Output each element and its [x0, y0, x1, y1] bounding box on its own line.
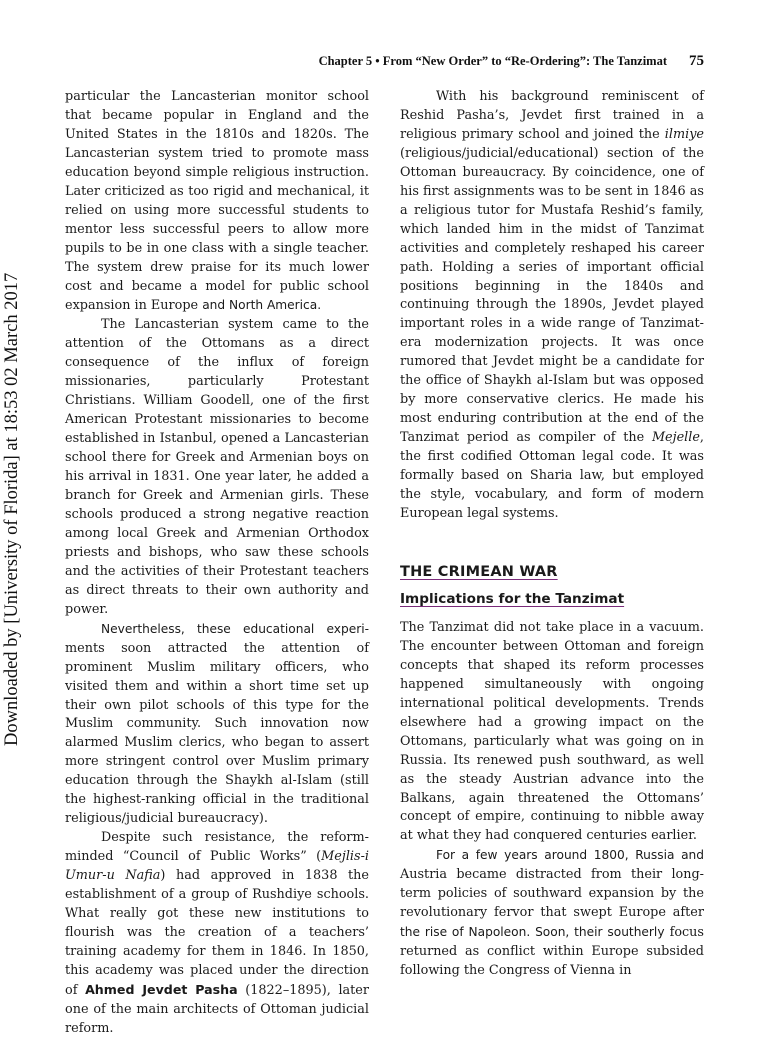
section-heading: THE CRIMEAN WAR [400, 563, 558, 580]
paragraph-text: Despite such resistance, the reform-minded “Council of Public Works” ( [65, 830, 369, 865]
paragraph-text: (1822–1895), later one of the main architects of Ottoman judicial reform. [65, 982, 370, 1036]
paragraph [400, 88, 704, 524]
paragraph-text: ments soon attracted the attention of prominent Muslim military officers, who visited them and within a short time set up their own pilot schools of this type for the Muslim community. Such innovation now alarmed Muslim clerics, who began to assert more stringent control over Muslim primary education through the Shaykh al-Islam (still the highest-ranking official in the traditional religious/judicial bureaucracy). [65, 640, 369, 827]
person-name: Ahmed Jevdet Pasha [85, 981, 238, 997]
paragraph [400, 846, 704, 981]
paragraph-text: (religious/judicial/educational) section of the Ottoman bureaucracy. By coincidence, one of his first assignments was to be sent in 1846 as a religious tutor for Mustafa Reshid’s family, which landed him in the midst of Tanzimat activities and completely reshaped his career path. Holding a series of important official positions beginning in the 1840s and continuing through the 1890s, Jevdet played important roles in a wide range of Tanzimat-era modernization projects. It was once rumored that Jevdet might be a candidate for the office of Shaykh al-Islam but was opposed by more conservative clerics. He made his most enduring contribution at the end of the Tanzimat period as compiler of the [400, 145, 704, 446]
italic-term: Mejelle [651, 430, 700, 446]
page-number: 75 [689, 53, 704, 69]
paragraph [65, 829, 369, 1038]
italic-term: ilmiye [664, 126, 704, 142]
right-column [400, 88, 704, 981]
subsection-heading: Implications for the Tanzimat [400, 590, 625, 607]
paragraph-text: , the first codified Ottoman legal code. It was formally based on Sharia law, but employed the style, vocabulary, and form of modern European legal systems. [400, 430, 704, 521]
paragraph-text: focus returned as conflict within Europe subsided following the Congress of Vienna in [400, 925, 704, 979]
left-column [65, 88, 369, 1039]
paragraph-text: With his background reminiscent of Reshid Pasha’s, Jevdet first trained in a religious primary school and joined the [400, 89, 704, 142]
paragraph-text: Austria became distracted from their long-term policies of southward expansion by the revolutionary fervor that swept Europe after [400, 867, 704, 921]
paragraph [65, 88, 369, 316]
paragraph: The Lancasterian system came to the attention of the Ottomans as a direct consequence of the influx of foreign missionaries, particularly Protestant Christians. William Goodell, one of the first American Protestant missionaries to become established in Istanbul, opened a Lancasterian school there for Greek and Armenian boys on his arrival in 1831. One year later, he added a branch for Greek and Armenian girls. These schools produced a strong negative reaction among local Greek and Armenian Orthodox priests and bishops, who saw these schools and the activities of their Protestant teachers as direct threats to their own authority and power. [65, 317, 369, 617]
paragraph [65, 620, 369, 829]
chapter-title: Chapter 5 • From “New Order” to “Re-Ordering”: The Tanzimat [318, 54, 667, 68]
paragraph-text: particular the Lancasterian monitor school that became popular in England and the United States in the 1810s and 1820s. The Lancasterian system tried to promote mass education beyond simple religious instruction. Later criticized as too rigid and mechanical, it relied on using more successful students to mentor less successful peers to allow more pupils to be in one class with a single teacher. The system drew praise for its much lower cost and became a model for public school expansion in Europe [65, 89, 369, 314]
paragraph-text: ) had approved in 1838 the establishment of a group of Rushdiye schools. What really got these new institutions to flourish was the creation of a teachers’ training academy for them in 1846. In 1850, this academy was placed under the direction of [65, 868, 369, 998]
italic-term: Mejlis-i Umur-u Nafia [65, 849, 369, 884]
paragraph-text: For a few years around 1800, Russia and [436, 848, 704, 863]
paragraph-text: Nevertheless, these educational experi- [101, 621, 369, 636]
paragraph: The Tanzimat did not take place in a vacuum. The encounter between Ottoman and foreign concepts that shaped its reform processes happened simultaneously with ongoing international political developments. Trends elsewhere had a growing impact on the Ottomans, particularly what was going on in Russia. Its renewed push southward, as well as the steady Austrian advance into the Balkans, again threatened the Ottomans’ concept of empire, continuing to nibble away at what they had conquered centuries earlier. [400, 619, 704, 844]
download-watermark: Downloaded by [University of Florida] at 18:53 02 March 2017 [2, 272, 22, 746]
paragraph-text: the rise of Napoleon. Soon, their southerly [400, 925, 665, 940]
paragraph-text: and North America. [202, 298, 322, 313]
running-header [200, 53, 704, 70]
